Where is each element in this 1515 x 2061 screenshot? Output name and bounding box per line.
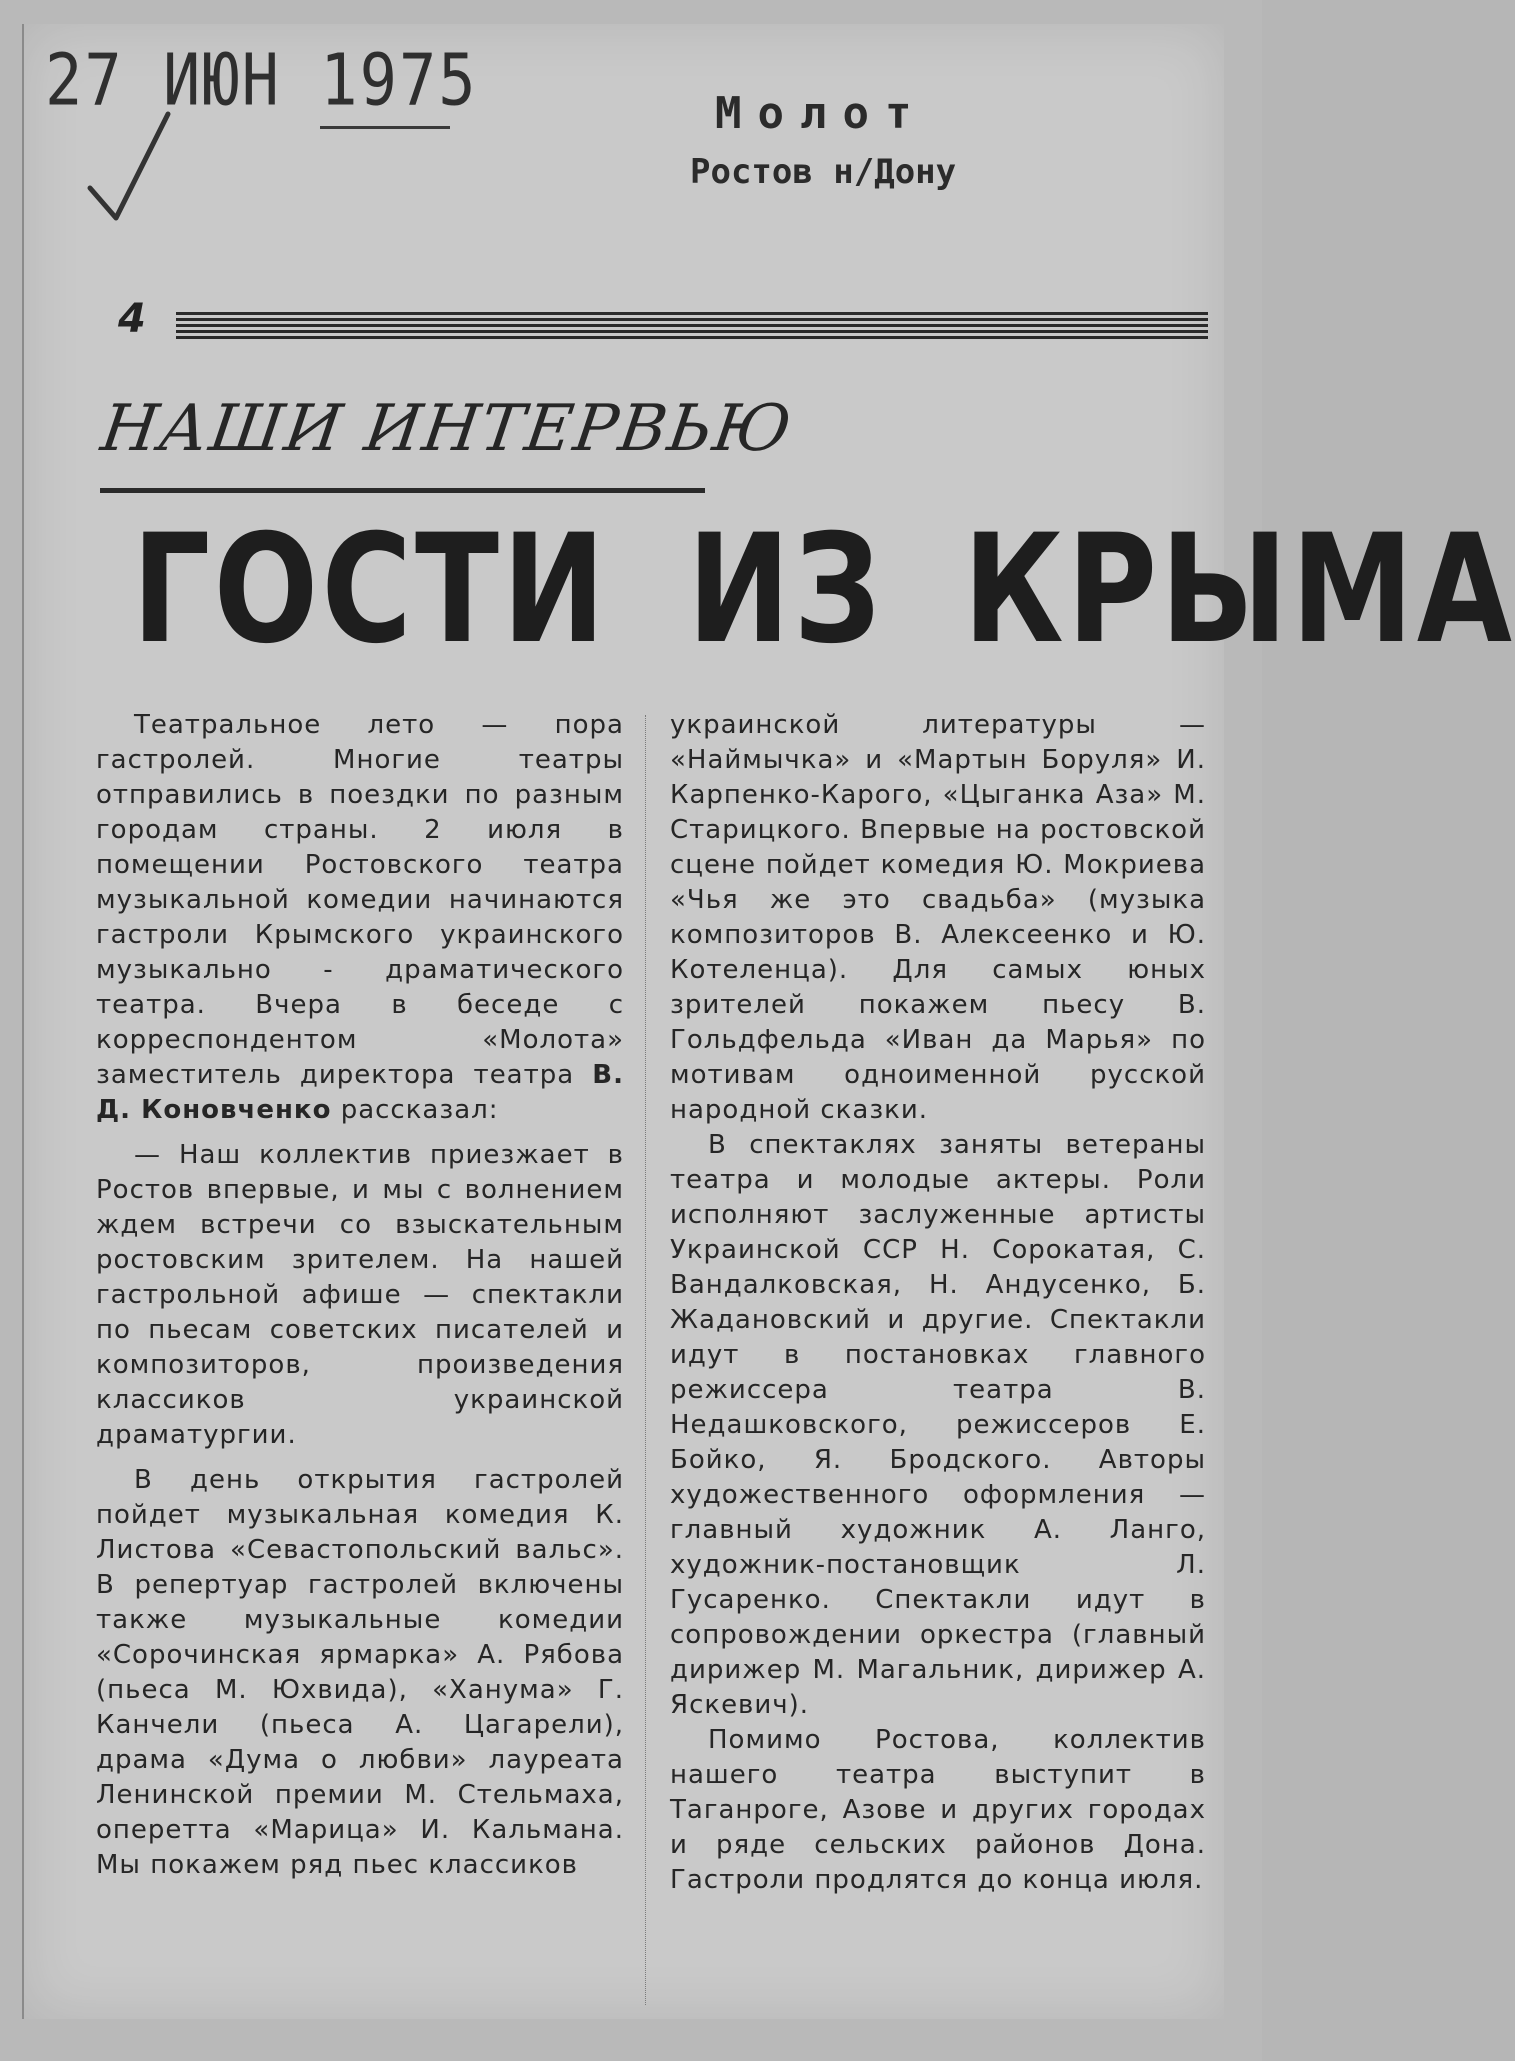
checkmark-icon: [88, 110, 178, 230]
column-divider: [645, 715, 646, 2005]
rubric-title: НАШИ ИНТЕРВЬЮ: [96, 392, 798, 466]
newspaper-name-stamp: Молот: [715, 88, 928, 139]
paragraph-text: Театральное лето — пора гастролей. Многие театры отправились в поездки по разным городам страны. 2 июля в помещении Ростовского театра музыкальной комедии начинаются гастроли Крымского украинского музыкально - драматического театра. Вчера в беседе с корреспондентом «Молота» заместитель директора театра: [96, 710, 624, 1090]
article-paragraph: — Наш коллектив приезжает в Ростов впервые, и мы с волнением ждем встречи со взыскательным ростовским зрителем. На нашей гастрольной афише — спектакли по пьесам советских писателей и композиторов, произведения классиков украинской драматургии.: [96, 1140, 624, 1450]
article-column-right: [670, 708, 1206, 1898]
rubric-underline: [100, 488, 705, 493]
page-number: 4: [118, 296, 146, 342]
article-paragraph: Помимо Ростова, коллектив нашего театра выступит в Таганроге, Азове и других городах и ряде сельских районов Дона. Гастроли продлятся до конца июля.: [670, 1725, 1206, 1895]
newspaper-city-stamp: Ростов н/Дону: [690, 152, 957, 192]
article-paragraph: [96, 708, 624, 1128]
date-stamp-underline: [320, 126, 450, 129]
header-rule: [176, 312, 1208, 342]
article-paragraph-continued: украинской литературы — «Наймычка» и «Мартын Боруля» И. Карпенко-Карого, «Цыганка Аза» М. Старицкого. Впервые на ростовской сцене пойдет комедия Ю. Мокриева «Чья же это свадьба» (музыка композиторов В. Алексеенко и Ю. Котеленца). Для самых юных зрителей покажем пьесу В. Гольдфельда «Иван да Марья» по мотивам одноименной русской народной сказки.: [670, 710, 1206, 1125]
archive-date-stamp: 27 ИЮН 1975: [45, 38, 478, 122]
paragraph-text: рассказал:: [331, 1095, 499, 1125]
article-column-left: [96, 708, 624, 1883]
article-headline: ГОСТИ ИЗ КРЫМА: [132, 503, 1515, 677]
article-paragraph: В день открытия гастролей пойдет музыкальная комедия К. Листова «Севастопольский вальс». В репертуар гастролей включены также музыкальные комедии «Сорочинская ярмарка» А. Рябова (пьеса М. Юхвида), «Ханума» Г. Канчели (пьеса А. Цагарели), драма «Дума о любви» лауреата Ленинской премии М. Стельмаха, оперетта «Марица» И. Кальмана. Мы покажем ряд пьес классиков: [96, 1465, 624, 1880]
article-paragraph: В спектаклях заняты ветераны театра и молодые актеры. Роли исполняют заслуженные артисты Украинской ССР Н. Сорокатая, С. Вандалковская, Н. Андусенко, Б. Жадановский и другие. Спектакли идут в постановках главного режиссера театра В. Недашковского, режиссеров Е. Бойко, Я. Бродского. Авторы художественного оформления — главный художник А. Ланго, художник-постановщик Л. Гусаренко. Спектакли идут в сопровождении оркестра (главный дирижер М. Магальник, дирижер А. Яскевич).: [670, 1130, 1206, 1720]
interviewee-name: В. Д. Коновченко: [96, 1060, 624, 1125]
